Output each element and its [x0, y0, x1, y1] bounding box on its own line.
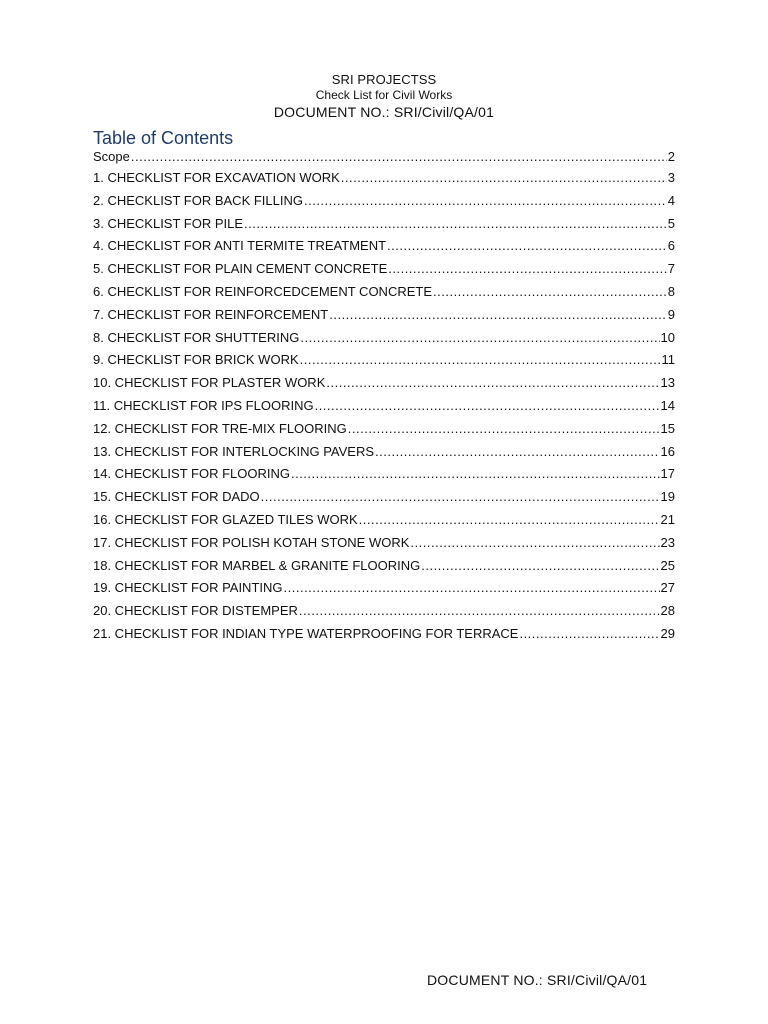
toc-entry[interactable]	[93, 330, 675, 353]
toc-entry-label[interactable]: 11. CHECKLIST FOR IPS FLOORING	[93, 397, 314, 413]
toc-entry[interactable]	[93, 216, 675, 239]
toc-dot-leader	[329, 307, 667, 322]
footer-document-number: DOCUMENT NO.: SRI/Civil/QA/01	[427, 972, 648, 988]
toc-entry-label[interactable]: 16. CHECKLIST FOR GLAZED TILES WORK	[93, 511, 358, 527]
toc-dot-leader	[348, 421, 660, 436]
toc-entry-label[interactable]: 2. CHECKLIST FOR BACK FILLING	[93, 192, 303, 208]
toc-entry-label[interactable]: 19. CHECKLIST FOR PAINTING	[93, 580, 283, 596]
toc-entry[interactable]	[93, 603, 675, 626]
toc-dot-leader	[519, 626, 659, 641]
toc-dot-leader	[284, 580, 660, 595]
toc-entry-page-number[interactable]: 15	[660, 420, 675, 436]
toc-entry-page-number[interactable]: 11	[661, 352, 675, 368]
toc-entry-page-number[interactable]: 25	[660, 557, 675, 573]
toc-entry[interactable]	[93, 398, 675, 421]
toc-entry[interactable]	[93, 421, 675, 444]
toc-entry[interactable]	[93, 580, 675, 603]
toc-dot-leader	[375, 444, 660, 459]
toc-entry[interactable]	[93, 375, 675, 398]
toc-entry-page-number[interactable]: 7	[667, 261, 675, 277]
toc-entry[interactable]	[93, 170, 675, 193]
toc-entry-label[interactable]: 7. CHECKLIST FOR REINFORCEMENT	[93, 306, 329, 322]
toc-entry-page-number[interactable]: 27	[660, 580, 675, 596]
toc-entry[interactable]	[93, 466, 675, 489]
toc-entry[interactable]	[93, 193, 675, 216]
toc-entry-label[interactable]: 12. CHECKLIST FOR TRE-MIX FLOORING	[93, 420, 347, 436]
toc-entry[interactable]	[93, 352, 675, 375]
toc-entry-label[interactable]: 20. CHECKLIST FOR DISTEMPER	[93, 603, 298, 619]
toc-entry-label[interactable]: 21. CHECKLIST FOR INDIAN TYPE WATERPROOFING FOR TERRACE	[93, 625, 519, 641]
toc-entry-page-number[interactable]: 3	[667, 170, 675, 185]
toc-dot-leader	[359, 512, 660, 527]
organization-name: SRI PROJECTSS	[331, 72, 437, 87]
toc-dot-leader	[261, 489, 660, 504]
table-of-contents	[93, 149, 675, 649]
toc-entry-label[interactable]: 5. CHECKLIST FOR PLAIN CEMENT CONCRETE	[93, 261, 388, 277]
toc-entry-label[interactable]: 8. CHECKLIST FOR SHUTTERING	[93, 329, 300, 345]
toc-dot-leader	[341, 170, 667, 185]
toc-entry[interactable]	[93, 489, 675, 512]
toc-entry-page-number[interactable]: 21	[660, 511, 675, 527]
toc-dot-leader	[326, 375, 659, 390]
toc-entry-page-number[interactable]: 16	[660, 443, 675, 459]
toc-entry-page-number[interactable]: 17	[660, 466, 675, 482]
toc-dot-leader	[131, 149, 667, 164]
toc-entry-page-number[interactable]: 9	[667, 306, 675, 322]
toc-dot-leader	[410, 535, 659, 550]
document-subtitle: Check List for Civil Works	[315, 88, 453, 102]
toc-dot-leader	[300, 330, 659, 345]
toc-entry-page-number[interactable]: 28	[660, 603, 675, 619]
toc-dot-leader	[388, 261, 667, 276]
toc-dot-leader	[433, 284, 667, 299]
toc-dot-leader	[300, 352, 661, 367]
toc-entry-label[interactable]: 15. CHECKLIST FOR DADO	[93, 489, 260, 505]
toc-entry[interactable]	[93, 558, 675, 581]
toc-entry[interactable]	[93, 261, 675, 284]
toc-entry-page-number[interactable]: 5	[667, 215, 675, 231]
toc-entry-label[interactable]: 4. CHECKLIST FOR ANTI TERMITE TREATMENT	[93, 238, 387, 254]
toc-entry-label[interactable]: 3. CHECKLIST FOR PILE	[93, 215, 244, 231]
toc-entry-label[interactable]: Scope	[93, 149, 130, 164]
toc-heading: Table of Contents	[93, 128, 234, 148]
toc-dot-leader	[299, 603, 660, 618]
toc-dot-leader	[421, 558, 659, 573]
toc-entry-page-number[interactable]: 29	[660, 625, 675, 641]
toc-entry-page-number[interactable]: 4	[667, 192, 675, 208]
toc-dot-leader	[244, 216, 667, 231]
toc-entry-label[interactable]: 6. CHECKLIST FOR REINFORCEDCEMENT CONCRETE	[93, 283, 433, 299]
toc-entry-label[interactable]: 14. CHECKLIST FOR FLOORING	[93, 466, 290, 482]
toc-entry[interactable]	[93, 444, 675, 467]
toc-entry[interactable]	[93, 238, 675, 261]
toc-entry-page-number[interactable]: 23	[660, 534, 675, 550]
toc-entry[interactable]	[93, 535, 675, 558]
toc-entry-page-number[interactable]: 8	[667, 283, 675, 299]
toc-entry-page-number[interactable]: 13	[660, 375, 675, 391]
toc-entry-page-number[interactable]: 19	[660, 489, 675, 505]
toc-entry[interactable]	[93, 284, 675, 307]
toc-entry-page-number[interactable]: 2	[667, 149, 675, 164]
toc-entry-label[interactable]: 18. CHECKLIST FOR MARBEL & GRANITE FLOORING	[93, 557, 421, 573]
toc-entry-page-number[interactable]: 10	[660, 329, 675, 345]
toc-entry-page-number[interactable]: 14	[660, 397, 675, 413]
toc-entry-label[interactable]: 1. CHECKLIST FOR EXCAVATION WORK	[93, 170, 340, 185]
toc-entry[interactable]	[93, 512, 675, 535]
toc-dot-leader	[315, 398, 660, 413]
toc-entry[interactable]	[93, 626, 675, 649]
toc-entry[interactable]	[93, 149, 675, 170]
toc-entry-page-number[interactable]: 6	[667, 238, 675, 254]
document-number: DOCUMENT NO.: SRI/Civil/QA/01	[273, 104, 495, 120]
toc-entry[interactable]	[93, 307, 675, 330]
toc-entry-label[interactable]: 9. CHECKLIST FOR BRICK WORK	[93, 352, 299, 368]
toc-entry-label[interactable]: 17. CHECKLIST FOR POLISH KOTAH STONE WORK	[93, 534, 410, 550]
toc-entry-label[interactable]: 13. CHECKLIST FOR INTERLOCKING PAVERS	[93, 443, 375, 459]
toc-dot-leader	[304, 193, 667, 208]
document-header	[0, 72, 768, 121]
toc-dot-leader	[387, 238, 667, 253]
toc-dot-leader	[291, 466, 660, 481]
toc-entry-label[interactable]: 10. CHECKLIST FOR PLASTER WORK	[93, 375, 326, 391]
